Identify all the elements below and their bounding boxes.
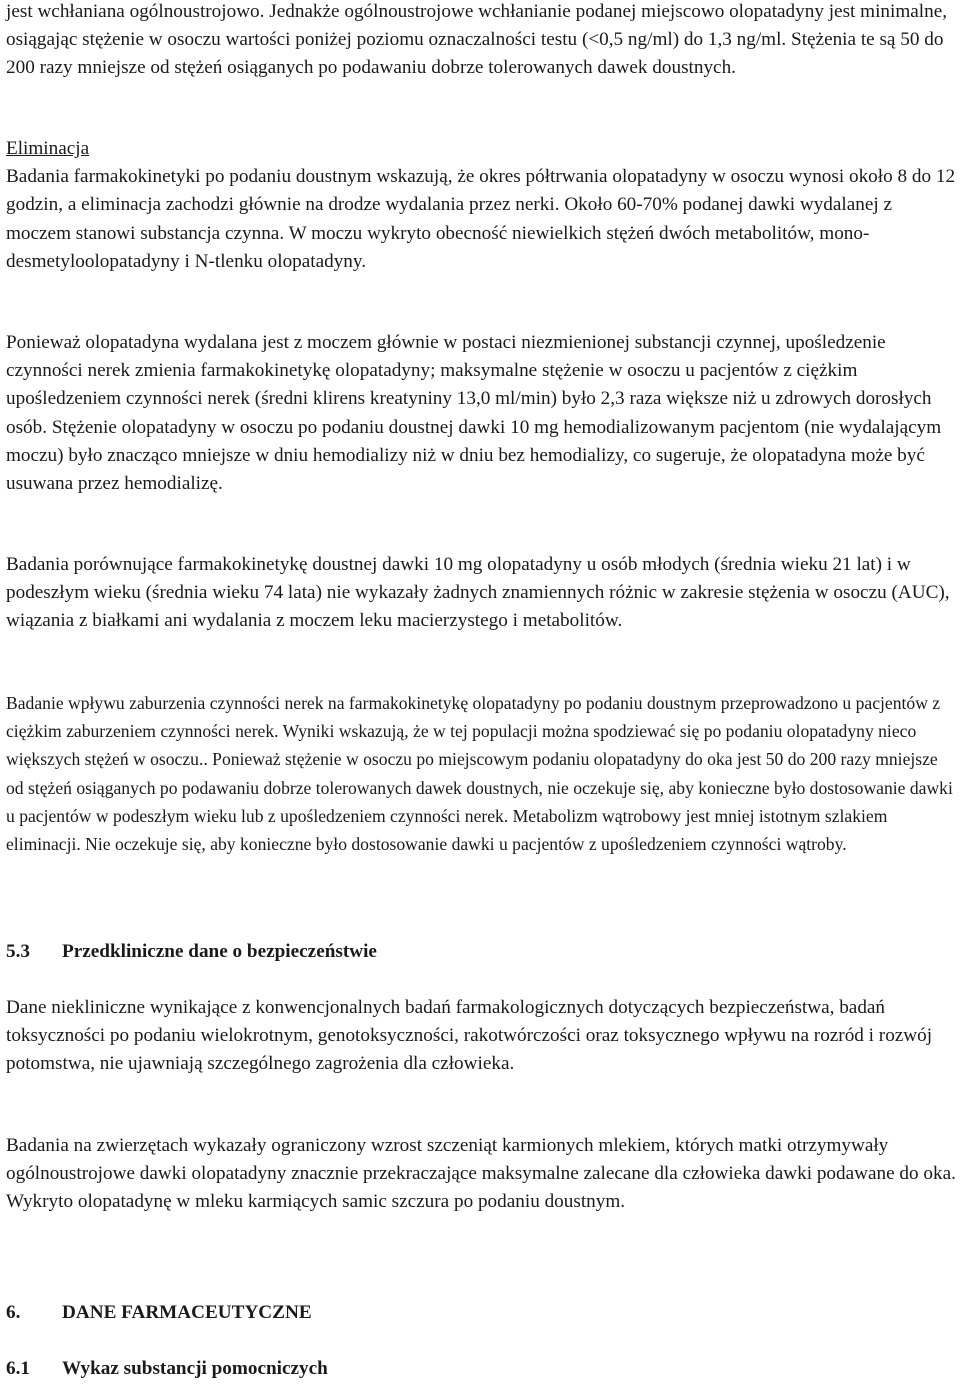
paragraph-renal-impairment: Ponieważ olopatadyna wydalana jest z moczem głównie w postaci niezmienionej substancji czynnej, upośledzenie czynności nerek zmienia farmakokinetykę olopatadyny; maksymalne stężenie w osoczu u pacjentów z ciężkim upośledzeniem czynności nerek (średni klirens kreatyniny 13,0 ml/min) było 2,3 raza większe niż u zdrowych dorosłych osób. Stężenie olopatadyny w osoczu po podaniu doustnej dawki 10 mg hemodializowanym pacjentom (nie wydalającym moczu) było znacząco mniejsze w dniu hemodializy niż w dniu bez hemodializy, co sugeruje, że olopatadyna może być usuwana przez hemodializę. [6,332,942,495]
elimination-block [6,135,956,276]
paragraph-age-comparison: Badania porównujące farmakokinetykę doustnej dawki 10 mg olopatadyny u osób młodych (średnia wieku 21 lat) i w podeszłym wieku (średnia wieku 74 lata) nie wykazały żadnych znamiennych różnic w zakresie stężenia w osoczu (AUC), wiązania z białkami ani wydalania z moczem leku macierzystego i metabolitów. [6,554,950,632]
paragraph-animal-studies: Badania na zwierzętach wykazały ograniczony wzrost szczeniąt karmionych mlekiem, których matki otrzymywały ogólnoustrojowe dawki olopatadyny znacznie przekraczające maksymalne zalecane dla człowieka dawki podawane do oka. Wykryto olopatadynę w mleku karmiących samic szczura po podaniu doustnym. [6,1135,956,1213]
section-title: Wykaz substancji pomocniczych [62,1358,328,1379]
section-title: DANE FARMACEUTYCZNE [62,1302,312,1323]
elimination-heading: Eliminacja [6,138,90,159]
section-number: 5.3 [6,941,30,962]
paragraph-absorption: jest wchłaniana ogólnoustrojowo. Jednakże ogólnoustrojowe wchłanianie podanej miejscowo olopatadyny jest minimalne, osiągając stężenie w osoczu wartości poniżej poziomu oznaczalności testu (<0,5 ng/ml) do 1,3 ng/ml. Stężenia te są 50 do 200 razy mniejsze od stężeń osiąganych po podawaniu dobrze tolerowanych dawek doustnych. [6,1,948,79]
section-6-heading [6,1299,956,1327]
paragraph-renal-study: Badanie wpływu zaburzenia czynności nerek na farmakokinetykę olopatadyny po podaniu doustnym przeprowadzono u pacjentów z ciężkim zaburzeniem czynności nerek. Wyniki wskazują, że w tej populacji można spodziewać się po podaniu olopatadyny nieco większych stężeń w osoczu.. Ponieważ stężenie w osoczu po miejscowym podaniu olopatadyny do oka jest 50 do 200 razy mniejsze od stężeń osiąganych po podawaniu dobrze tolerowanych dawek doustnych, nie oczekuje się, aby konieczne było dostosowanie dawki u pacjentów w podeszłym wieku lub z upośledzeniem czynności nerek. Metabolizm wątrobowy jest mniej istotnym szlakiem eliminacji. Nie oczekuje się, aby konieczne było dostosowanie dawki u pacjentów z upośledzeniem czynności wątroby. [6,693,953,855]
elimination-text: Badania farmakokinetyki po podaniu doustnym wskazują, że okres półtrwania olopatadyny w osoczu wynosi około 8 do 12 godzin, a eliminacja zachodzi głównie na drodze wydalania przez nerki. Około 60-70% podanej dawki wydalanej z moczem stanowi substancja czynna. W moczu wykryto obecność niewielkich stężeń dwóch metabolitów, mono-desmetyloolopatadyny i N-tlenku olopatadyny. [6,166,956,272]
section-5-3-heading [6,938,956,966]
section-number: 6. [6,1302,21,1323]
section-title: Przedkliniczne dane o bezpieczeństwie [62,941,377,962]
section-number: 6.1 [6,1358,30,1379]
section-6-1-heading [6,1355,956,1383]
paragraph-nonclinical: Dane niekliniczne wynikające z konwencjonalnych badań farmakologicznych dotyczących bezpieczeństwa, badań toksyczności po podaniu wielokrotnym, genotoksyczności, rakotwórczości oraz toksycznego wpływu na rozród i rozwój potomstwa, nie ujawniają szczególnego zagrożenia dla człowieka. [6,997,933,1075]
